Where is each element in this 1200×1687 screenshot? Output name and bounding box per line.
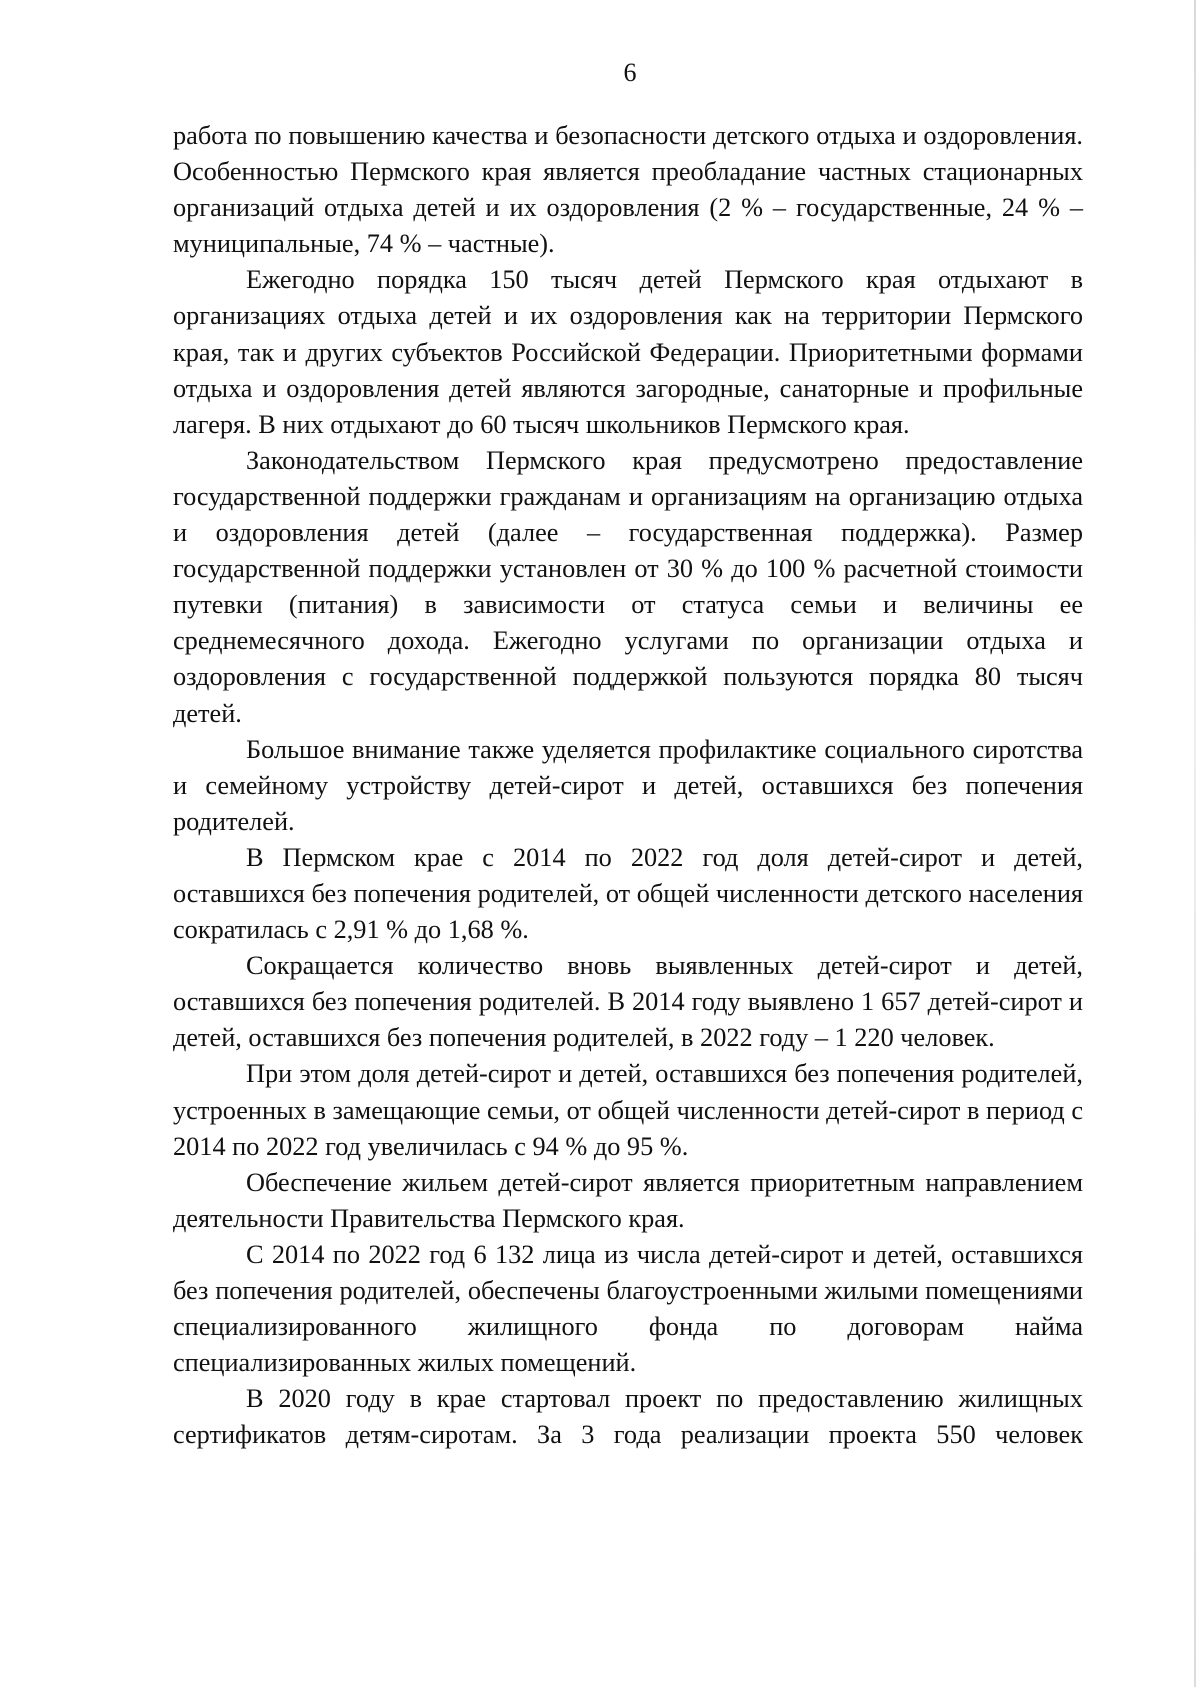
scan-edge — [1194, 0, 1196, 1687]
paragraph-recreation-quality: работа по повышению качества и безопасности детского отдыха и оздоровления. Особенностью Пермского края является преобладание частных стационарных организаций отдыха детей и их оздоровления (2 % – государственные, 24 % – муниципальные, 74 % – частные). — [173, 121, 1083, 259]
paragraph-orphan-share: В Пермском крае с 2014 по 2022 год доля детей-сирот и детей, оставшихся без попечения родителей, от общей численности детского населения сократилась с 2,91 % до 1,68 %. — [173, 842, 1083, 945]
paragraph-foster-families: При этом доля детей-сирот и детей, оставшихся без попечения родителей, устроенных в замещающие семьи, от общей численности детей-сирот в период с 2014 по 2022 год увеличилась с 94 % до 95 %. — [173, 1059, 1083, 1161]
paragraph-housing-certificates: В 2020 году в крае стартовал проект по предоставлению жилищных сертификатов детям-сиротам. За 3 года реализации проекта 550 человек — [173, 1384, 1083, 1450]
paragraph-recreation-150k: Ежегодно порядка 150 тысяч детей Пермского края отдыхают в организациях отдыха детей и их оздоровления как на территории Пермского края, так и других субъектов Российской Федерации. Приоритетными формами отдыха и оздоровления детей являются загородные, санаторные и профильные лагеря. В них отдыхают до 60 тысяч школьников Пермского края. — [173, 265, 1083, 439]
paragraph-housing-provided: С 2014 по 2022 год 6 132 лица из числа детей-сирот и детей, оставшихся без попечения родителей, обеспечены благоустроенными жилыми помещениями специализированного жилищного фонда по договорам найма специализированных жилых помещений. — [173, 1239, 1083, 1378]
paragraph-orphanhood-prevention: Большое внимание также уделяется профилактике социального сиротства и семейному устройству детей-сирот и детей, оставшихся без попечения родителей. — [173, 734, 1083, 836]
page-number: 6 — [623, 58, 637, 87]
paragraph-state-support: Законодательством Пермского края предусмотрено предоставление государственной поддержки гражданам и организациям на организацию отдыха и оздоровления детей (далее – государственная поддержка). Размер государственной поддержки установлен от 30 % до 100 % расчетной стоимости путевки (питания) в зависимости от статуса семьи и величины ее среднемесячного дохода. Ежегодно услугами по организации отдыха и оздоровления с государственной поддержкой пользуются порядка 80 тысяч детей. — [173, 445, 1083, 728]
paragraph-newly-identified: Сокращается количество вновь выявленных детей-сирот и детей, оставшихся без попечения родителей. В 2014 году выявлено 1 657 детей-сирот и детей, оставшихся без попечения родителей, в 2022 году – 1 220 человек. — [173, 951, 1083, 1053]
paragraph-housing-priority: Обеспечение жильем детей-сирот является приоритетным направлением деятельности Правительства Пермского края. — [173, 1167, 1083, 1233]
document-body — [173, 118, 1083, 1453]
